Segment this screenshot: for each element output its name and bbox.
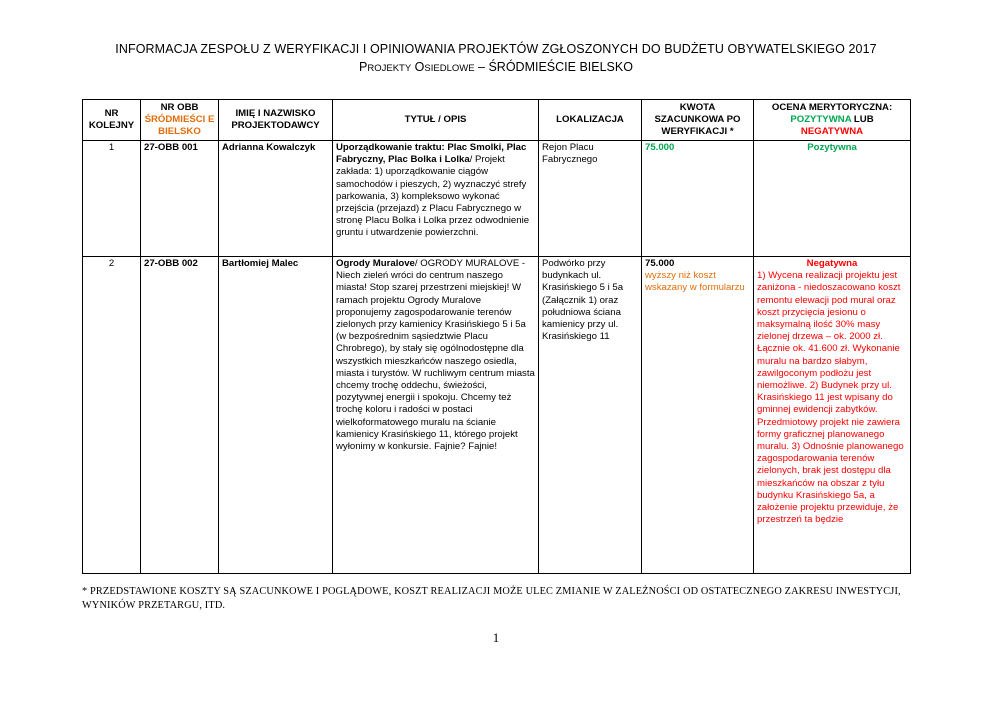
row-author: Adrianna Kowalczyk: [219, 141, 333, 257]
row-location: Podwórko przy budynkach ul. Krasińskiego 5 i 5a (Załącznik 1) oraz południowa ściana kamienicy przy ul. Krasińskiego 11: [539, 257, 642, 574]
cost-footnote: * PRZEDSTAWIONE KOSZTY SĄ SZACUNKOWE I POGLĄDOWE, KOSZT REALIZACJI MOŻE ULEC ZMIANIE W ZALEŻNOŚCI OD OSTATECZNEGO ZAKRESU INWESTYCJI, WYNIKÓW PRZETARGU, ITD.: [82, 586, 901, 611]
header-obb-label: NR OBB: [160, 101, 199, 113]
row-title-description: [333, 257, 539, 574]
row-number: 1: [83, 141, 141, 257]
row-evaluation: Negatywna: [806, 258, 858, 269]
header-title: TYTUŁ / OPIS: [333, 100, 539, 141]
header-obb-district: ŚRÓDMIEŚCI E BIELSKO: [144, 113, 215, 138]
document-title: INFORMACJA ZESPOŁU Z WERYFIKACJI I OPINIOWANIA PROJEKTÓW ZGŁOSZONYCH DO BUDŻETU OBYWATELSKIEGO 2017: [115, 42, 877, 56]
row-title: Ogrody Muralove: [336, 258, 415, 269]
header-location: LOKALIZACJA: [539, 100, 642, 141]
header-eval-negative: NEGATYWNA: [800, 126, 864, 138]
subtitle-rojekty: ROJEKTY: [367, 63, 412, 74]
header-eval-or: LUB: [851, 113, 874, 125]
row-description: / OGRODY MURALOVE - Niech zieleń wróci do centrum naszego miasta! Stop szarej przestrzeni miejskiej! W ramach projektu Ogrody Muralove proponujemy zagospodarowanie terenów zielonych przy kamienicy Krasińskiego 5 i 5a (w bezpośrednim sąsiedztwie Placu Chrobrego), by stały się ogólnodostępne dla wszystkich mieszkańców naszego osiedla, miasta i turystów. W ruchliwym centrum miasta chcemy trochę oddechu, świeżości, pozytywnej energii i spokoju. Chcemy też trochę koloru i radości w postaci wielkoformatowego muralu na ścianie kamienicy Krasińskiego 11, którego projekt wyłonimy w konkursie. Fajnie? Fajnie!: [336, 258, 535, 453]
row-code: 27-OBB 002: [141, 257, 219, 574]
row-amount-cell: [642, 257, 754, 574]
subtitle-o: O: [414, 60, 425, 74]
table-row: [83, 257, 911, 574]
header-author: IMIĘ I NAZWISKO PROJEKTODAWCY: [219, 100, 333, 141]
subtitle-rest: – ŚRÓDMIEŚCIE BIELSKO: [478, 60, 633, 74]
row-title-description: [333, 141, 539, 257]
row-title: Uporządkowanie traktu: Plac Smolki, Plac Fabryczny, Plac Bolka i Lolka: [336, 142, 527, 166]
header-obb: [141, 100, 219, 141]
subtitle-p: P: [359, 60, 368, 74]
row-amount: 75.000: [645, 258, 675, 269]
header-eval-positive: POZYTYWNA: [790, 113, 852, 125]
row-amount-note: wyższy niż koszt wskazany w formularzu: [645, 270, 745, 294]
table-row: [83, 141, 911, 257]
row-author: Bartłomiej Malec: [219, 257, 333, 574]
row-evaluation-text: 1) Wycena realizacji projektu jest zaniżona - niedoszacowano koszt remontu elewacji pod mural oraz koszt przycięcia jesionu o maksymalną ilość 30% masy zielonej drzewa – ok. 2000 zł. Łącznie ok. 41.600 zł. Wykonanie muralu na bardzo słabym, zawilgoconym podłożu jest niemożliwe. 2) Budynek przy ul. Krasińskiego 11 jest wpisany do gminnej ewidencji zabytków. Przedmiotowy projekt nie zawiera formy graficznej planowanego muralu. 3) Odnośnie planowanego zagospodarowania terenów zielonych, brak jest dostępu dla mieszkańców na obszar z tyłu budynku Krasińskiego 5a, a założenie projektu przewiduje, że przestrzeń ta będzie: [757, 270, 904, 526]
row-description: / Projekt zakłada: 1) uporządkowanie ciągów samochodów i pieszych, 2) wyznaczyć strefy parkowania, 3) kompleksowo wykonać przejścia (przejazd) z Placu Fabrycznego w stronę Placu Bolka i Lolka przez odwodnienie gruntu i utwardzenie powierzchni.: [336, 154, 530, 239]
projects-table: [82, 99, 911, 574]
row-evaluation: Pozytywna: [807, 142, 857, 153]
row-evaluation-cell: [754, 257, 911, 574]
header-eval-label: OCENA MERYTORYCZNA:: [771, 101, 893, 113]
row-location: Rejon Placu Fabrycznego: [539, 141, 642, 257]
row-amount-cell: [642, 141, 754, 257]
row-amount: 75.000: [645, 142, 675, 153]
header-evaluation: [754, 100, 911, 141]
table-header-row: [83, 100, 911, 141]
subtitle-siedlowe: SIEDLOWE: [424, 63, 475, 74]
header-amount: KWOTA SZACUNKOWA PO WERYFIKACJI *: [642, 100, 754, 141]
row-evaluation-cell: [754, 141, 911, 257]
row-code: 27-OBB 001: [141, 141, 219, 257]
page-number: 1: [492, 630, 500, 645]
document-subtitle: [0, 60, 992, 74]
header-nr: NR KOLEJNY: [83, 100, 141, 141]
row-number: 2: [83, 257, 141, 574]
